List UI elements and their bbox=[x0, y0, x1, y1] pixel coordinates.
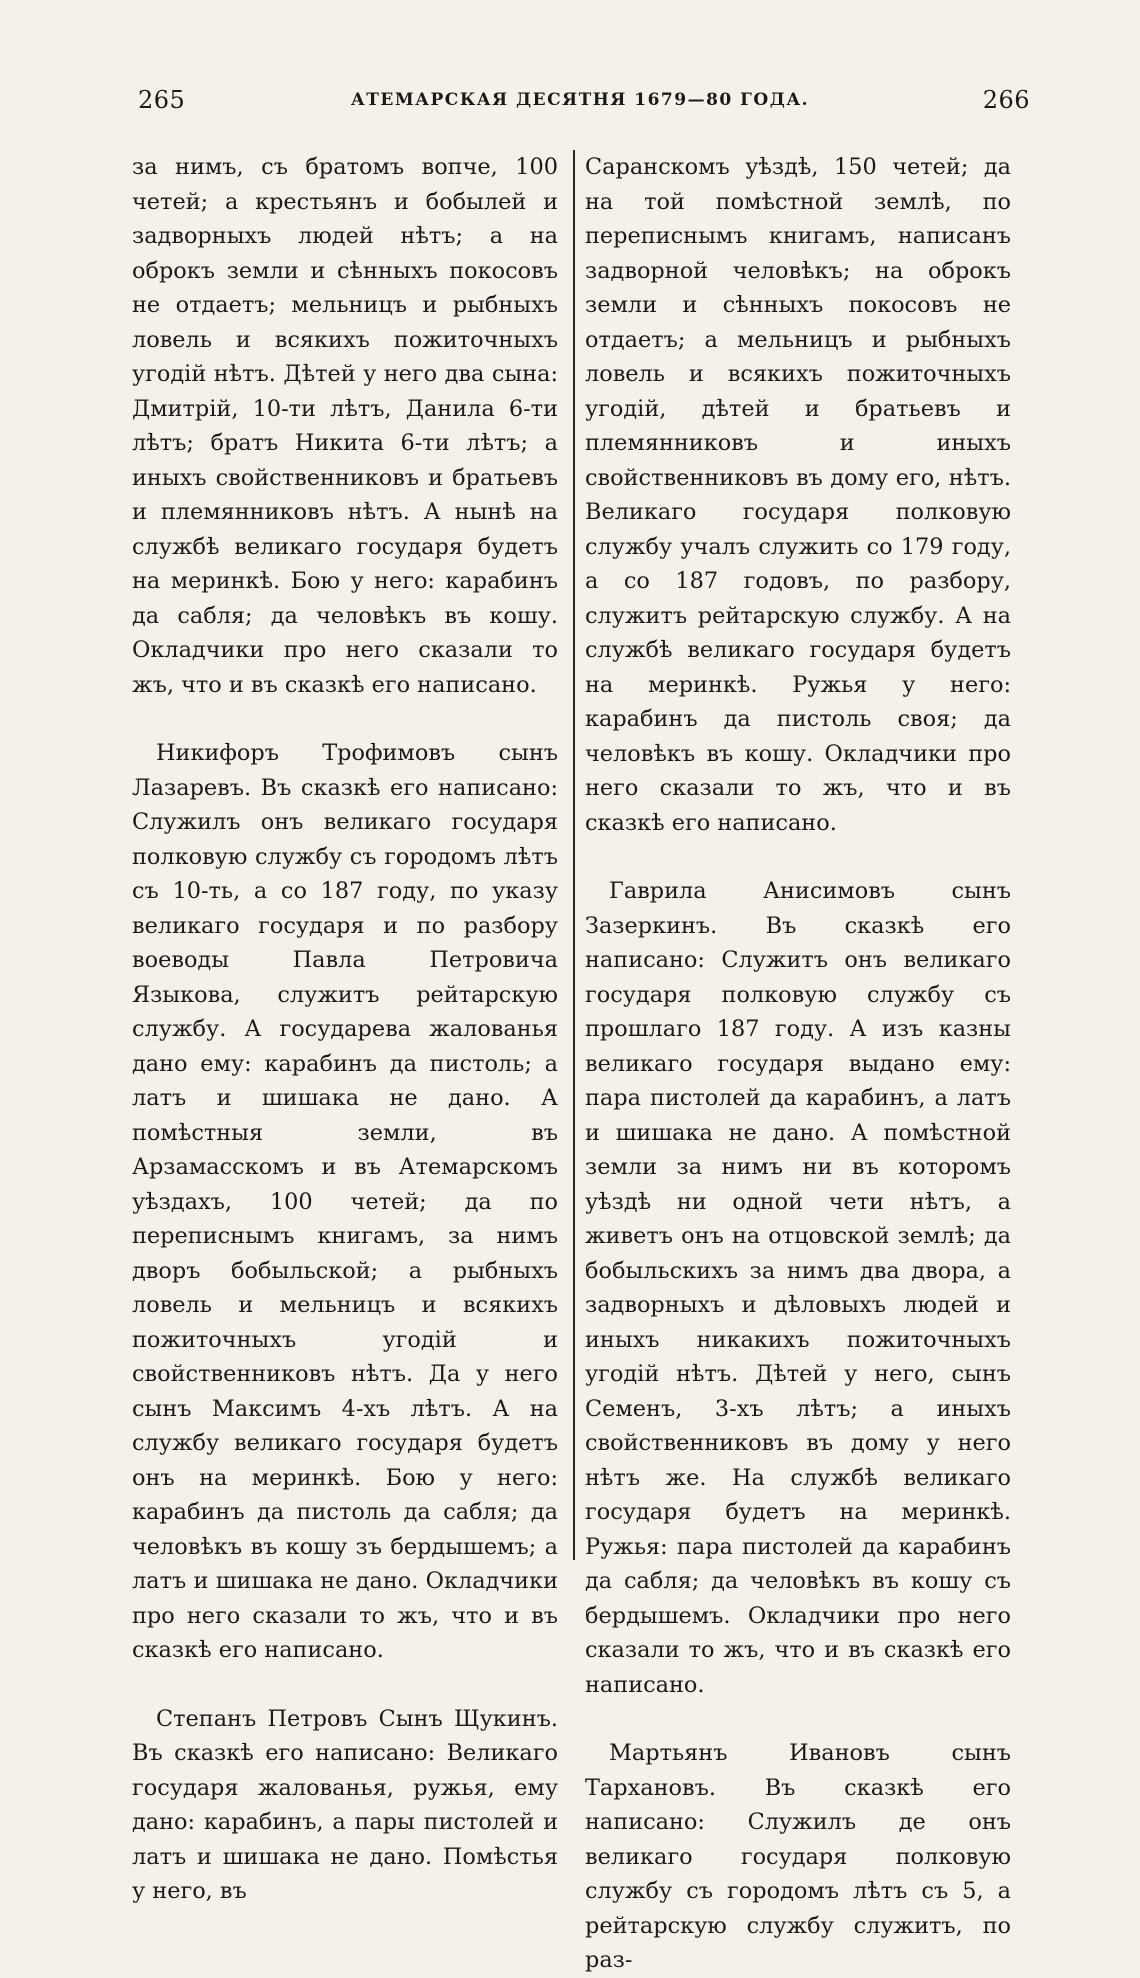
left-paragraph-2: Никифоръ Трофимовъ сынъ Лазаревъ. Въ сказкѣ его написано: Служилъ онъ великаго государя полковую службу съ городомъ лѣтъ съ 10-ть, а со 187 году, по указу великаго государя и по разбору воеводы Павла Петровича Языкова, служитъ рейтарскую службу. А государева жалованья дано ему: карабинъ да пистоль; а латъ и шишака не дано. А помѣстныя земли, въ Арзамасскомъ и въ Атемарскомъ уѣздахъ, 100 четей; да по переписнымъ книгамъ, за нимъ дворъ бобыльской; а рыбныхъ ловель и мельницъ и всякихъ пожиточныхъ угодій и свойственниковъ нѣтъ. Да у него сынъ Максимъ 4-хъ лѣтъ. А на службу великаго государя будетъ онъ на меринкѣ. Бою у него: карабинъ да пистоль да сабля; да человѣкъ въ кошу зъ бердышемъ; а латъ и шишака не дано. Окладчики про него сказали то жъ, что и въ сказкѣ его написано. bbox=[132, 740, 558, 1663]
page-number-right: 266 bbox=[982, 86, 1030, 114]
running-header bbox=[130, 86, 1030, 126]
right-paragraph-3: Мартьянъ Ивановъ сынъ Тархановъ. Въ сказкѣ его написано: Служилъ де онъ великаго государя полковую службу съ городомъ лѣтъ съ 5, а рейтарскую службу служитъ, по раз- bbox=[585, 1740, 1011, 1973]
right-column bbox=[585, 150, 1011, 1978]
right-paragraph-2: Гаврила Анисимовъ сынъ Зазеркинъ. Въ сказкѣ его написано: Служитъ онъ великаго государя полковую службу съ прошлаго 187 году. А изъ казны великаго государя выдано ему: пара пистолей да карабинъ, а латъ и шишака не дано. А помѣстной земли за нимъ ни въ которомъ уѣздѣ ни одной чети нѣтъ, а живетъ онъ на отцовской землѣ; да бобыльскихъ за нимъ два двора, а задворныхъ и дѣловыхъ людей и иныхъ никакихъ пожиточныхъ угодій нѣтъ. Дѣтей у него, сынъ Семенъ, 3-хъ лѣтъ; а иныхъ свойственниковъ въ дому у него нѣтъ же. На службѣ великаго государя будетъ на меринкѣ. Ружья: пара пистолей да карабинъ да сабля; да человѣкъ въ кошу съ бердышемъ. Окладчики про него сказали то жъ, что и въ сказкѣ его написано. bbox=[585, 878, 1011, 1698]
left-paragraph-1: за нимъ, съ братомъ вопче, 100 четей; а крестьянъ и бобылей и задворныхъ людей нѣтъ; а на оброкъ земли и сѣнныхъ покосовъ не отдаетъ; мельницъ и рыбныхъ ловель и всякихъ пожиточныхъ угодій нѣтъ. Дѣтей у него два сына: Дмитрій, 10-ти лѣтъ, Данила 6-ти лѣтъ; братъ Никита 6-ти лѣтъ; а иныхъ свойственниковъ и братьевъ и племянниковъ нѣтъ. А нынѣ на службѣ великаго государя будетъ на меринкѣ. Бою у него: карабинъ да сабля; да человѣкъ въ кошу. Окладчики про него сказали то жъ, что и въ сказкѣ его написано. bbox=[132, 154, 558, 698]
left-paragraph-3: Степанъ Петровъ Сынъ Щукинъ. Въ сказкѣ его написано: Великаго государя жалованья, ружья, ему дано: карабинъ, а пары пистолей и латъ и шишака не дано. Помѣстья у него, въ bbox=[132, 1705, 558, 1904]
running-title: АТЕМАРСКАЯ ДЕСЯТНЯ 1679—80 ГОДА. bbox=[350, 90, 810, 110]
left-column bbox=[132, 150, 558, 1909]
column-divider bbox=[573, 150, 575, 1560]
page-number-left: 265 bbox=[138, 86, 186, 114]
right-paragraph-1: Саранскомъ уѣздѣ, 150 четей; да на той помѣстной землѣ, по переписнымъ книгамъ, написанъ задворной человѣкъ; на оброкъ земли и сѣнныхъ покосовъ не отдаетъ; а мельницъ и рыбныхъ ловель и всякихъ пожиточныхъ угодій, дѣтей и братьевъ и племянниковъ и иныхъ свойственниковъ въ дому его, нѣтъ. Великаго государя полковую службу учалъ служить со 179 году, а со 187 годовъ, по разбору, служитъ рейтарскую службу. А на службѣ великаго государя будетъ на меринкѣ. Ружья у него: карабинъ да пистоль своя; да человѣкъ въ кошу. Окладчики про него сказали то жъ, что и въ сказкѣ его написано. bbox=[585, 154, 1011, 836]
